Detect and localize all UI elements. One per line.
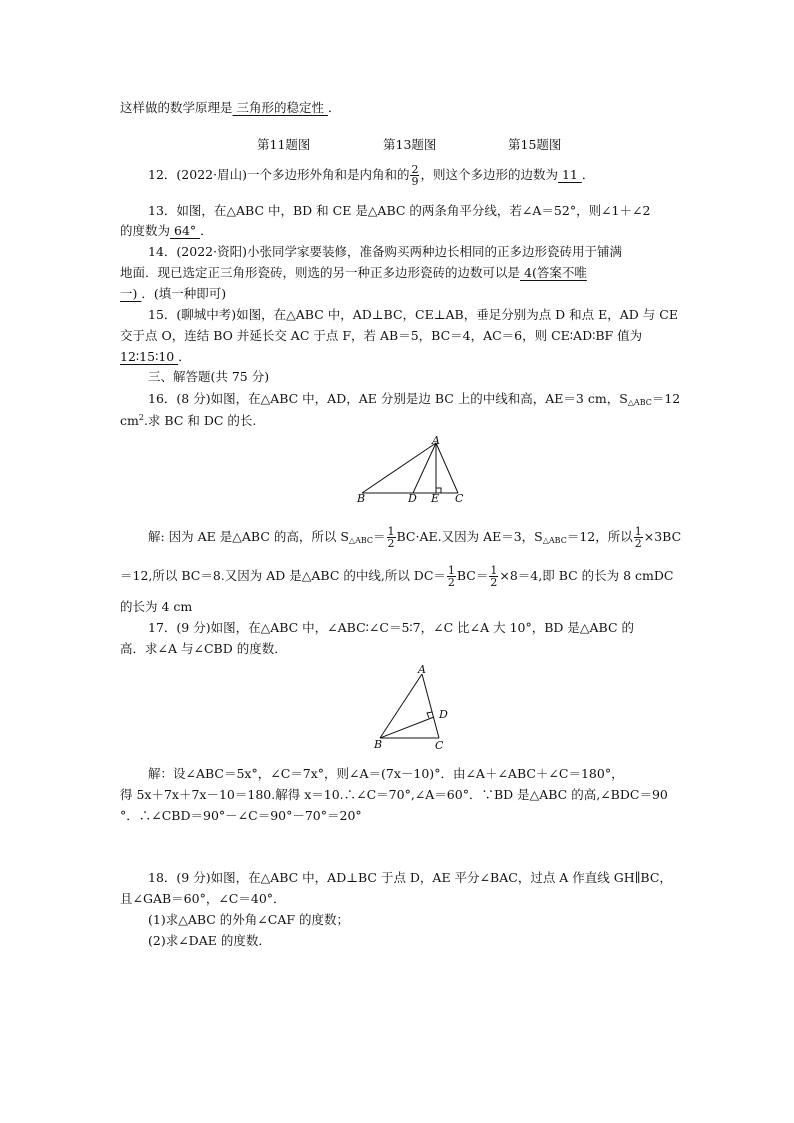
caption-fig-11: 第11题图	[257, 137, 311, 152]
section-heading: 三、解答题(共 75 分)	[148, 369, 270, 384]
question-17-line2: 高．求∠A 与∠CBD 的度数．	[120, 641, 287, 656]
question-12: 12．(2022·眉山)一个多边形外角和是内角和的 $\frac{2}{9}$ ，则这个多边形的边数为 11 ．	[148, 163, 595, 188]
question-14-line2: 地面．现已选定正三角形瓷砖，则选的另一种正多边形瓷砖的边数可以是 4(答案不唯	[120, 265, 587, 280]
q16-solution-line3: 的长为 4 cm	[120, 599, 193, 614]
figure-captions	[0, 138, 794, 156]
label-B: B	[357, 492, 366, 505]
q16-solution-line1: 解: 因为 AE 是△ABC 的高，所以 $S_{\triangle ABC}=$ $\frac{1}{2}$ BC·AE.又因为 AE＝3，$S_{\triangle ABC}=12$，所以 $\frac{1}{2}$ ×3BC	[148, 525, 682, 550]
label-B: B	[374, 738, 383, 751]
fraction-half: $\frac{1}{2}$	[490, 564, 498, 589]
question-13-line1: 13．如图，在△ABC 中，BD 和 CE 是△ABC 的两条角平分线，若∠A＝52°，则∠1＋∠2	[148, 203, 651, 218]
question-18-line2: 且∠GAB＝60°，∠C＝40°．	[120, 891, 286, 906]
question-16-line2: $cm^2$.求 BC 和 DC 的长.	[120, 413, 257, 428]
q15-answer: 12∶15∶10	[120, 349, 179, 364]
question-15-line2: 交于点 O，连结 BO 并延长交 AC 于点 F，若 AB＝5，BC＝4，AC＝6，则 CE∶AD∶BF 值为	[120, 328, 643, 343]
q17-solution-line3: °．∴∠CBD＝90°－∠C＝90°－70°＝20°	[120, 808, 362, 823]
question-13-line2: 的度数为 64° ．	[120, 223, 213, 238]
intro-line: 这样做的数学原理是 三角形的稳定性 ．	[120, 100, 341, 115]
fraction-half: $\frac{1}{2}$	[387, 525, 395, 550]
fraction-half: $\frac{1}{2}$	[634, 525, 642, 550]
caption-fig-13: 第13题图	[383, 137, 437, 152]
q17-solution-line2: 得 5x＋7x＋7x－10＝180.解得 x＝10.∴∠C＝70°,∠A＝60°．∵BD 是△ABC 的高,∠BDC＝90	[120, 787, 668, 802]
label-E: E	[431, 492, 440, 505]
label-A: A	[418, 663, 426, 676]
caption-fig-15: 第15题图	[508, 137, 562, 152]
label-A: A	[432, 435, 440, 447]
question-16-line1: 16．(8 分)如图，在△ABC 中，AD，AE 分别是边 BC 上的中线和高，AE＝3 cm，$S_{\triangle ABC}=12$	[148, 391, 681, 407]
q16-solution-line2: ＝12,所以 BC＝8.又因为 AD 是△ABC 的中线,所以 DC＝ $\frac{1}{2}$ BC＝ $\frac{1}{2}$ ×8＝4,即 BC 的长为 8 cmDC	[120, 564, 674, 589]
question-15-line3: 12∶15∶10 ．	[120, 349, 191, 364]
label-D: D	[439, 708, 448, 721]
question-18-line1: 18．(9 分)如图，在△ABC 中，AD⊥BC 于点 D，AE 平分∠BAC，过点 A 作直线 GH∥BC，	[148, 870, 672, 885]
question-18-part2: (2)求∠DAE 的度数．	[148, 933, 271, 948]
intro-answer: 三角形的稳定性	[232, 100, 328, 115]
q13-answer: 64°	[170, 223, 201, 238]
fraction-half: $\frac{1}{2}$	[447, 564, 455, 589]
label-C: C	[435, 739, 444, 752]
figure-q17-triangle	[366, 662, 456, 754]
label-C: C	[455, 492, 464, 505]
question-14-line3: 一) ．(填一种即可)	[120, 286, 227, 301]
question-15-line1: 15．(聊城中考)如图，在△ABC 中，AD⊥BC，CE⊥AB，垂足分别为点 D 和点 E，AD 与 CE	[148, 307, 678, 322]
figure-q16-triangle	[350, 435, 480, 505]
question-14-line1: 14．(2022·资阳)小张同学家要装修，准备购买两种边长相同的正多边形瓷砖用于铺满	[148, 244, 622, 259]
question-17-line1: 17．(9 分)如图，在△ABC 中，∠ABC∶∠C＝5∶7，∠C 比∠A 大 10°，BD 是△ABC 的	[148, 620, 635, 635]
intro-text: 这样做的数学原理是	[120, 100, 233, 115]
question-18-part1: (1)求△ABC 的外角∠CAF 的度数；	[148, 912, 350, 927]
q14-answer: 4(答案不唯	[520, 265, 587, 280]
fraction-2-9: $\frac{2}{9}$	[411, 163, 419, 188]
q17-solution-line1: 解：设∠ABC＝5x°，∠C＝7x°，则∠A＝(7x－10)°．由∠A＋∠ABC＋∠C＝180°，	[148, 766, 624, 781]
label-D: D	[408, 492, 417, 505]
q12-answer: 11	[557, 167, 582, 182]
